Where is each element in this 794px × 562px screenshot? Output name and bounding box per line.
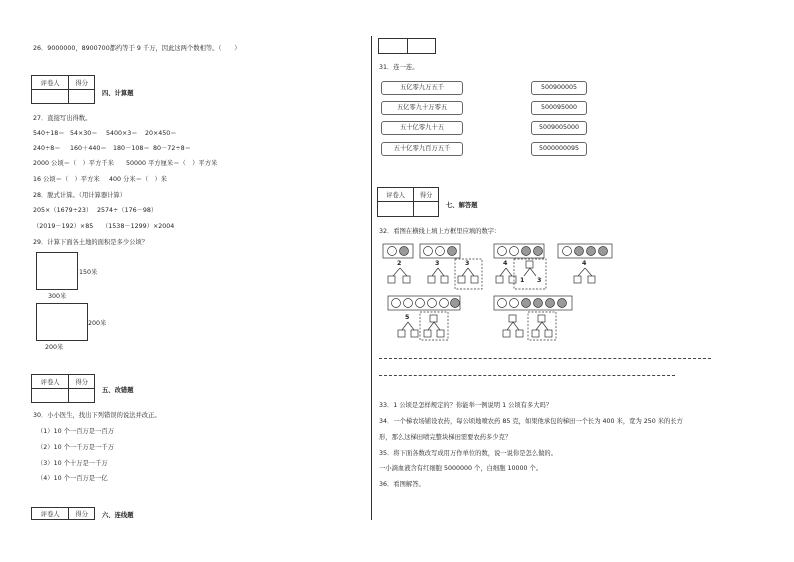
bead-frame	[558, 244, 612, 258]
q27-row2-c: 180－108＝	[113, 145, 150, 152]
q30-item-2: （2）10 个一千万是一千万	[37, 444, 114, 451]
question-32-title: 32．看图在横线上填上方框里应填的数字：	[379, 228, 501, 235]
score-cell[interactable]	[69, 90, 95, 104]
question-36: 36．看图解答。	[379, 481, 425, 488]
score-label-grader: 评卷人	[32, 508, 69, 520]
q27-row2-a: 240÷8＝	[33, 145, 61, 152]
bead-number-6: 3	[537, 277, 542, 284]
q30-item-1: （1）10 个一百万是一百万	[37, 428, 114, 435]
grader-cell[interactable]	[32, 90, 69, 104]
section-title-5: 五、改错题	[102, 387, 134, 394]
section-title-4: 四、计算题	[102, 90, 134, 97]
q28-row2-b: （1538－1299）×2004	[102, 223, 175, 230]
bead-frame	[388, 296, 460, 310]
match-right-2[interactable]: 500095000	[531, 101, 587, 115]
question-35-line2: 一小滴血液含有红细胞 5000000 个，白细胞 10000 个。	[379, 465, 543, 472]
rect-height-label: 150米	[79, 269, 98, 276]
bead-number-4: 4	[503, 260, 508, 267]
question-29-title: 29．计算下面各土地的面积是多少公顷？	[33, 239, 149, 246]
rect-width-label: 300米	[48, 293, 67, 300]
score-label-grader: 评卷人	[378, 188, 414, 202]
question-33: 33．1 公顷是怎样规定的？你能举一例说明 1 公顷有多大吗？	[379, 402, 553, 409]
bead-frame	[494, 244, 544, 258]
land-rectangle	[36, 252, 78, 290]
question-30-title: 30．小小医生，找出下列错误的说法并改正。	[33, 412, 161, 419]
bead-number-5: 1	[520, 277, 525, 284]
score-label-score: 得分	[414, 188, 439, 202]
bead	[388, 247, 397, 256]
answer-blanks-row2[interactable]	[379, 374, 675, 376]
q30-item-4: （4）10 个一百万是一亿	[37, 475, 108, 482]
bead	[400, 247, 409, 256]
bead-frame	[420, 244, 460, 258]
q28-row1-a: 205×（1679÷23）	[33, 207, 93, 214]
question-26: 26．9000000，8900700都约等于 9 千万，因此这两个数相等。（ ）	[33, 45, 241, 52]
column-divider	[371, 36, 372, 520]
q27-row1-d: 20×450＝	[145, 130, 177, 137]
match-right-4[interactable]: 5000000095	[531, 142, 587, 156]
square-width-label: 200米	[45, 344, 64, 351]
question-34-line2: 形，那么这梯田喷完整块梯田需要农药多少克？	[379, 434, 512, 441]
score-table	[31, 374, 95, 403]
q27-row3-a: 2000 公顷＝（ ）平方千米	[33, 160, 114, 167]
question-27-title: 27．直接写出得数。	[33, 115, 92, 122]
question-28-title: 28．脱式计算。（用计算器计算）	[33, 192, 127, 199]
q27-row2-d: 80－72÷8＝	[153, 145, 191, 152]
match-left-1[interactable]: 五亿零九万五千	[381, 81, 463, 95]
land-square	[36, 303, 88, 341]
bead-frame	[383, 244, 413, 258]
section-title-7: 七、解答题	[446, 202, 478, 209]
grader-cell[interactable]	[32, 389, 69, 403]
q27-row1-c: 5400×3＝	[106, 130, 138, 137]
bead-number-8: 5	[405, 314, 410, 321]
score-table-bottom-row	[378, 38, 436, 54]
bead-number-1: 2	[397, 260, 402, 267]
question-31-title: 31．连一连。	[379, 64, 419, 71]
q27-row1-b: 54×30＝	[70, 130, 98, 137]
score-label-score: 得分	[69, 375, 95, 389]
match-right-3[interactable]: 5009005000	[531, 121, 587, 135]
score-table	[31, 75, 95, 104]
score-cell[interactable]	[414, 202, 439, 217]
question-34-line1: 34．一个梯农场铺设农药，每公顷地喷农药 85 克，如果他承包的梯田一个长为 400 米，宽为 250 米的长方	[379, 418, 683, 425]
score-label-grader: 评卷人	[32, 375, 69, 389]
match-left-4[interactable]: 五十亿零九百万五千	[381, 142, 463, 156]
square-height-label: 200米	[88, 320, 107, 327]
section-title-6: 六、连线题	[102, 512, 134, 519]
score-label-grader: 评卷人	[32, 76, 69, 90]
bead-number-3: 3	[465, 260, 470, 267]
bead-number-2: 3	[435, 260, 440, 267]
question-35-line1: 35．将下面各数改写成用万作单位的数，说一说你是怎么做的。	[379, 450, 558, 457]
score-label-score: 得分	[69, 76, 95, 90]
grader-cell[interactable]	[379, 39, 408, 54]
score-cell[interactable]	[69, 389, 95, 403]
score-table	[377, 187, 439, 217]
grader-cell[interactable]	[378, 202, 414, 217]
score-cell[interactable]	[407, 39, 436, 54]
q27-row4-b: 400 分米＝（ ）米	[109, 176, 168, 183]
bead-number-7: 4	[582, 260, 587, 267]
answer-blanks-row1[interactable]	[379, 357, 711, 359]
match-right-1[interactable]: 500900005	[531, 81, 587, 95]
bead-frame	[494, 296, 572, 310]
match-left-2[interactable]: 五亿零九十万零五	[381, 101, 463, 115]
q27-row4-a: 16 公顷＝（ ）平方米	[33, 176, 100, 183]
q30-item-3: （3）10 个十万是一千万	[37, 460, 108, 467]
score-label-score: 得分	[69, 508, 95, 520]
q27-row1-a: 540÷18＝	[33, 130, 65, 137]
score-table	[31, 507, 95, 520]
match-left-3[interactable]: 五十亿零九十五	[381, 121, 463, 135]
q28-row2-a: （2019－192）×85	[33, 223, 94, 230]
q27-row3-b: 50000 平方厘米＝（ ）平方米	[126, 160, 218, 167]
q27-row2-b: 160＋440＝	[70, 145, 107, 152]
q28-row1-b: 2574÷（176－98）	[97, 207, 158, 214]
